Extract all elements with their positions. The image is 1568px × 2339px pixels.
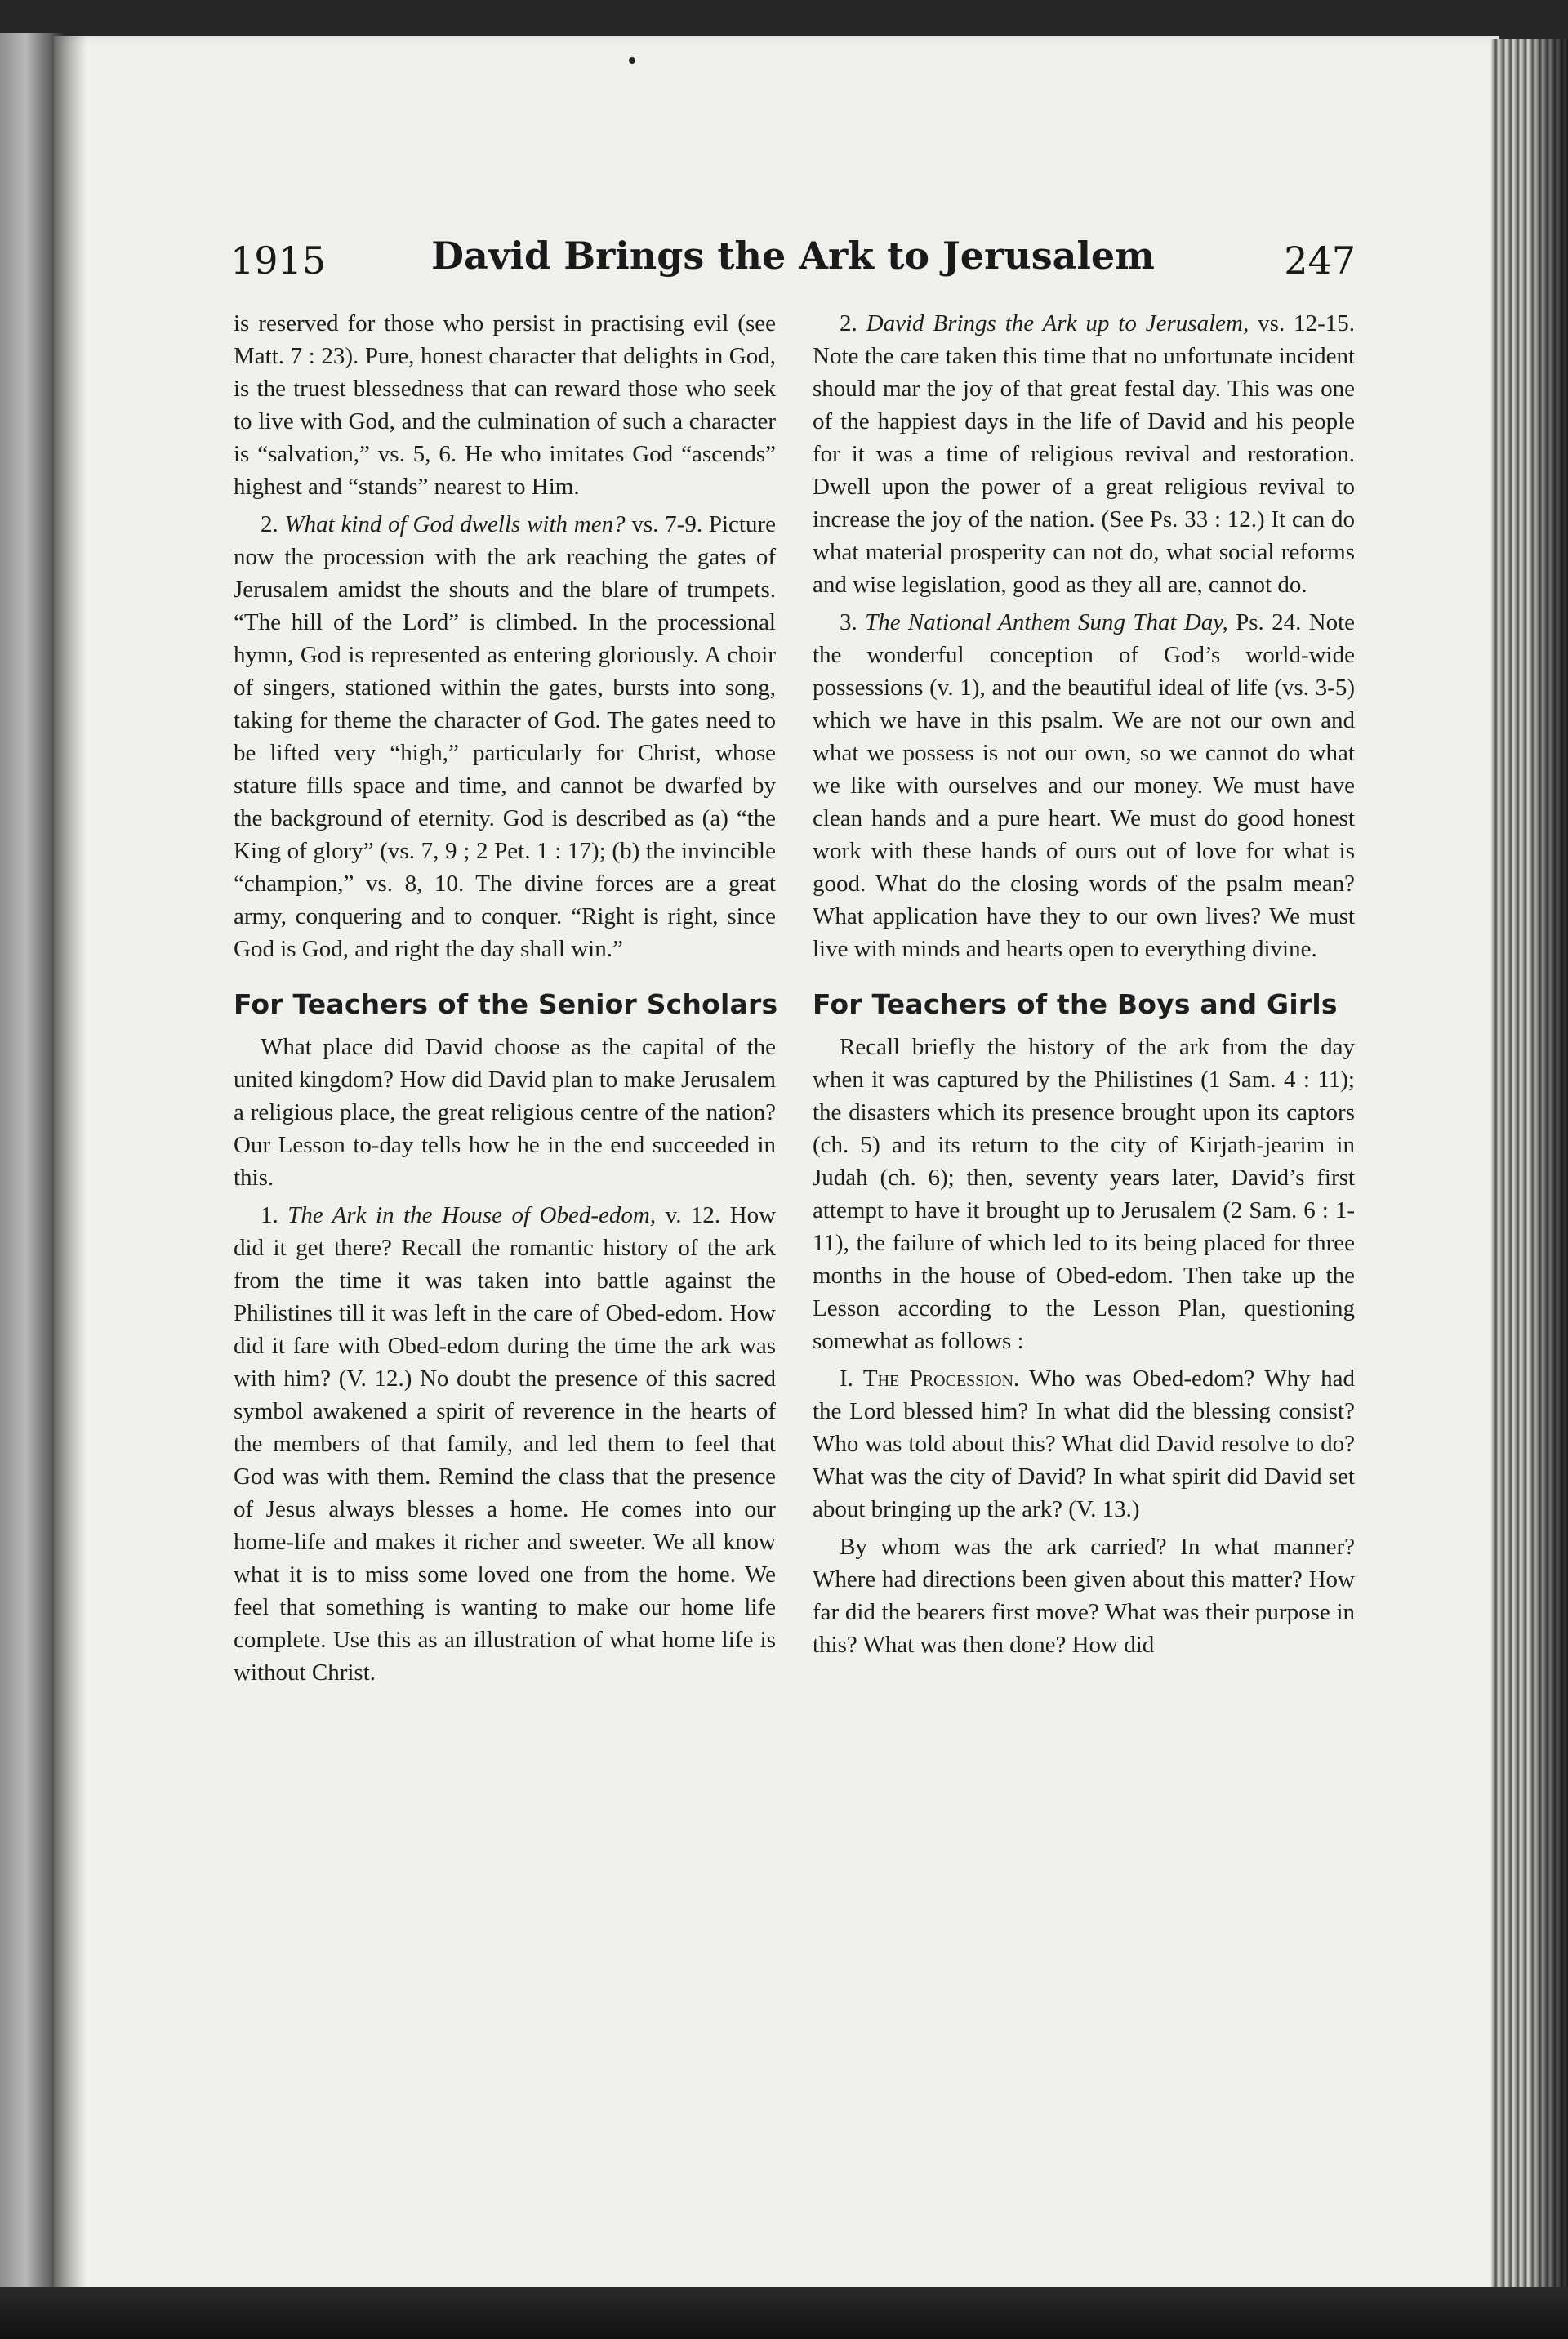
item-body: v. 12. How did it get there? Recall the romantic history of the ark from the time it was taken into battle against the Philistines till it was left in the care of Obed-edom. How did it fare with Obed-edom during the time the ark was with him? (V. 12.) No doubt the presence of this sacred symbol awakened a spirit of reverence in the hearts of the members of that family, and led them to feel that God was with them. Remind the class that the presence of Jesus always blesses a home. He comes into our home-life and makes it richer and sweeter. We all know what it is to miss some loved one from the home. We feel that something is wanting to make our home life complete. Use this as an illustration of what home life is without Christ. (234, 1202, 777, 1686)
scan-bottom-border (0, 2287, 1568, 2339)
item-body: vs. 7-9. Picture now the procession with the ark reaching the gates of Jerusalem amidst the shouts and the blare of trumpets. “The hill of the Lord” is climbed. In the processional hymn, God is represented as entering gloriously. A choir of singers, stationed within the gates, bursts into song, taking for theme the character of God. The gates need to be lifted very “high,” particularly for Christ, whose stature fills space and time, and cannot be dwarfed by the background of eternity. God is described as (a) “the King of glory” (vs. 7, 9 ; 2 Pet. 1 : 17); (b) the invincible “champion,” vs. 8, 10. The divine forces are a great army, conquering and to conquer. “Right is right, since God is God, and right the day shall win.” (234, 511, 777, 962)
item-title: David Brings the Ark up to Jerusalem, (866, 310, 1250, 336)
scan-speck (629, 57, 635, 64)
section-lead: I. The Procession. (840, 1366, 1020, 1392)
item-body: vs. 12-15. Note the care taken this time that no unfortunate incident should mar the joy of that great festal day. This was one of the happiest days in the life of David and his people for it was a time of religious revival and restoration. Dwell upon the power of a great religious revival to increase the joy of the nation. (See Ps. 33 : 12.) It can do what material prosperity can not do, what social reforms and wise legislation, good as they all are, cannot do. (813, 310, 1356, 598)
paragraph (813, 307, 1355, 601)
header-title: David Brings the Ark to Jerusalem (431, 234, 1155, 278)
paragraph (813, 1362, 1355, 1526)
page-number: 247 (1284, 238, 1356, 283)
header-year: 1915 (230, 238, 327, 283)
item-number: 3. (840, 609, 858, 635)
item-number: 1. (261, 1202, 278, 1228)
paragraph: Recall briefly the history of the ark from the day when it was captured by the Philistines (1 Sam. 4 : 11); the disasters which its presence brought upon its captors (ch. 5) and its return to the city of Kirjath-jearim in Judah (ch. 6); then, seventy years later, David’s first attempt to have it brought up to Jerusalem (2 Sam. 6 : 1-11), the failure of which led to its being placed for three months in the house of Obed-edom. Then take up the Lesson according to the Lesson Plan, questioning somewhat as follows : (813, 1034, 1355, 1354)
item-number: 2. (261, 511, 278, 537)
paragraph: What place did David choose as the capital of the united kingdom? How did David plan to make Jerusalem a religious place, the great religious centre of the nation? Our Lesson to-day tells how he in the end succeeded in this. (234, 1034, 776, 1191)
page-edges-shadow (1535, 39, 1568, 2318)
paragraph: By whom was the ark carried? In what manner? Where had directions been given about this matter? How far did the bearers first move? What was their purpose in this? What was then done? How did (813, 1534, 1355, 1658)
section-heading: For Teachers of the Senior Scholars (234, 988, 778, 1020)
item-body: Ps. 24. Note the wonderful conception of God’s world-wide possessions (v. 1), and the beautiful ideal of life (vs. 3-5) which we have in this psalm. We are not our own and what we possess is not our own, so we cannot do what we like with ourselves and our money. We must have clean hands and a pure heart. We must do good honest work with these hands of ours out of love for what is good. What do the closing words of the psalm mean? What application have they to our own lives? We must live with minds and hearts open to everything divine. (813, 609, 1356, 962)
item-number: 2. (840, 310, 858, 336)
paragraph (813, 606, 1355, 965)
item-title: The National Anthem Sung That Day, (865, 609, 1228, 635)
item-title: The Ark in the House of Obed-edom, (287, 1202, 657, 1228)
right-column (813, 307, 1355, 1666)
paragraph (234, 1199, 776, 1689)
gutter-shadow (54, 36, 87, 2298)
paragraph (234, 508, 776, 965)
item-title: What kind of God dwells with men? (284, 511, 626, 537)
item-body: Who was Obed-edom? Why had the Lord blessed him? In what did the blessing consist? Who was told about this? What did David resolve to do? What was the city of David? In what spirit did David set about bringing up the ark? (V. 13.) (813, 1366, 1355, 1522)
running-header (230, 234, 1356, 291)
paragraph: is reserved for those who persist in practising evil (see Matt. 7 : 23). Pure, honest character that delights in God, is the truest blessedness that can reward those who seek to live with God, and the culmination of such a character is “salvation,” vs. 5, 6. He who imitates God “ascends” highest and “stands” nearest to Him. (234, 310, 776, 500)
left-column (234, 307, 776, 1694)
section-heading: For Teachers of the Boys and Girls (813, 988, 1338, 1020)
